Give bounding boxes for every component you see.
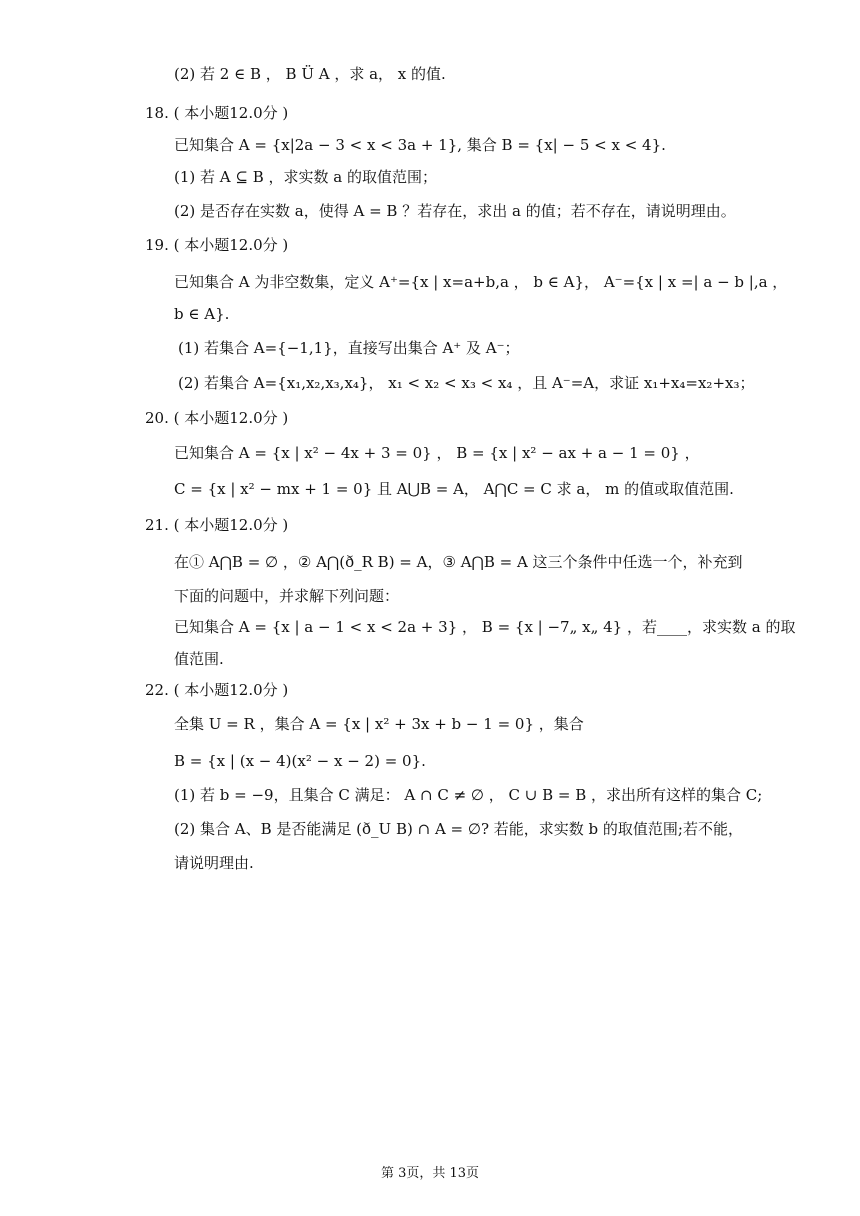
q22-part2: (2) 集合 A、B 是否能满足 (ð_U B) ∩ A = ∅? 若能，求实数 b 的取值范围;若不能， — [174, 820, 743, 838]
q19-heading: 19. ( 本小题12.0分 ) — [145, 236, 289, 254]
q22-stem-line2: B = {x | (x − 4)(x² − x − 2) = 0}. — [174, 752, 426, 770]
q19-stem-line1: 已知集合 A 为非空数集，定义 A⁺={x | x=a+b,a ， b ∈ A}， A⁻={x | x =| a − b |,a ， — [174, 273, 788, 291]
q20-stem-line2: C = {x | x² − mx + 1 = 0} 且 A⋃B = A， A⋂C = C 求 a， m 的值或取值范围. — [174, 480, 734, 498]
q18-part1: (1) 若 A ⊆ B ，求实数 a 的取值范围； — [174, 168, 437, 186]
page-footer: 第 3页，共 13页 — [380, 1166, 480, 1181]
q19-part1: (1) 若集合 A={−1,1}，直接写出集合 A⁺ 及 A⁻； — [178, 339, 520, 357]
q19-stem-line2: b ∈ A}. — [174, 305, 230, 323]
q18-part2: (2) 是否存在实数 a，使得 A = B ？若存在，求出 a 的值；若不存在，请说明理由。 — [174, 202, 736, 220]
q22-part2-tail: 请说明理由. — [174, 854, 254, 872]
q21-conditions: 在① A⋂B = ∅ ，② A⋂(ð_R B) = A，③ A⋂B = A 这三个条件中任选一个，补充到 — [174, 553, 743, 571]
q19-part2: (2) 若集合 A={x₁,x₂,x₃,x₄}， x₁ < x₂ < x₃ < x₄ ，且 A⁻=A，求证 x₁+x₄=x₂+x₃； — [178, 374, 755, 392]
q22-heading: 22. ( 本小题12.0分 ) — [145, 681, 289, 699]
q18-heading: 18. ( 本小题12.0分 ) — [145, 104, 289, 122]
q21-stem-line1: 已知集合 A = {x | a − 1 < x < 2a + 3} ， B = {x | −7„ x„ 4} ，若____，求实数 a 的取 — [174, 618, 796, 636]
q18-stem: 已知集合 A = {x|2a − 3 < x < 3a + 1}, 集合 B = {x| − 5 < x < 4}. — [174, 136, 666, 154]
q21-heading: 21. ( 本小题12.0分 ) — [145, 516, 289, 534]
q20-stem-line1: 已知集合 A = {x | x² − 4x + 3 = 0} ， B = {x | x² − ax + a − 1 = 0} ， — [174, 444, 700, 462]
q17-part2: (2) 若 2 ∈ B ， B Ü A ，求 a， x 的值. — [174, 65, 446, 83]
q21-instruction: 下面的问题中，并求解下列问题： — [174, 587, 400, 605]
q20-heading: 20. ( 本小题12.0分 ) — [145, 409, 289, 427]
q22-part1: (1) 若 b = −9，且集合 C 满足： A ∩ C ≠ ∅ ， C ∪ B = B ，求出所有这样的集合 C; — [174, 786, 763, 804]
q22-stem-line1: 全集 U = R ，集合 A = {x | x² + 3x + b − 1 = 0} ，集合 — [174, 715, 584, 733]
q21-stem-line2: 值范围. — [174, 650, 224, 668]
